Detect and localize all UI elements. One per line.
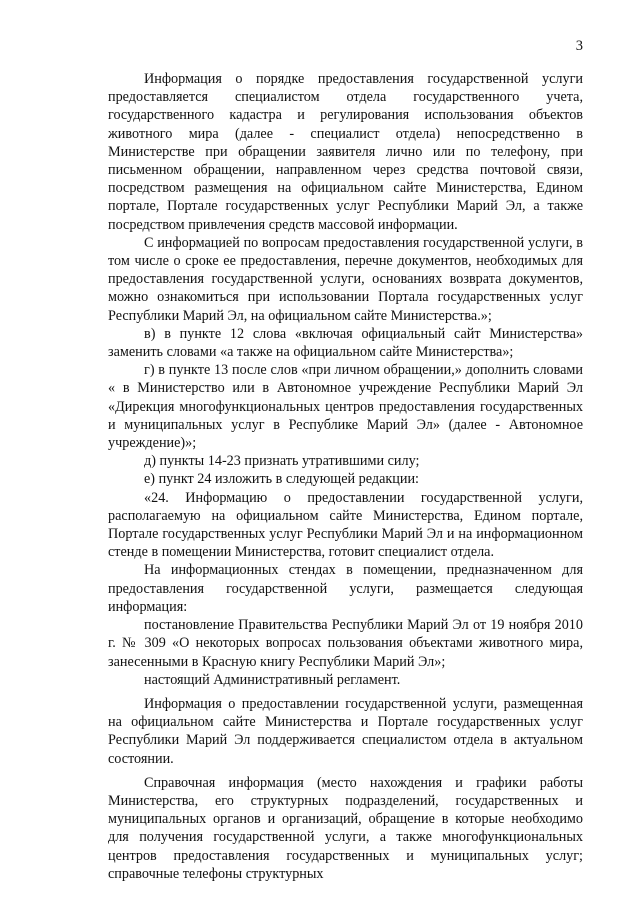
paragraph-resolution: постановление Правительства Республики Марий Эл от 19 ноября 2010 г. № 309 «О некоторых вопросах пользования объектами животного мира, занесенными в Красную книгу Республики Марий Эл»; <box>108 617 583 670</box>
paragraph-info-questions: С информацией по вопросам предоставления государственной услуги, в том числе о сроке ее предоставления, перечне документов, необходимых для предоставления государственной услуги, основаниях возврата документов, можно ознакомиться при использовании Портала государственных услуг Республики Марий Эл, на официальном сайте Министерства.»; <box>108 234 583 324</box>
paragraph-regulation: настоящий Административный регламент. <box>144 671 401 688</box>
paragraph-item-v: в) в пункте 12 слова «включая официальный сайт Министерства» заменить словами «а также на официальном сайте Министерства»; <box>108 325 583 361</box>
paragraph-info-procedure: Информация о порядке предоставления государственной услуги предоставляется специалистом отдела государственного учета, государственного кадастра и регулирования использования объектов животного мира (далее - специалист отдела) непосредственно в Министерстве при обращении заявителя лично или по телефону, при письменном обращении, направленном через средства почтовой связи, посредством размещения на официальном сайте Министерства, Едином портале, Портале государственных услуг Республики Марий Эл, а также посредством привлечения средств массовой информации. <box>108 71 583 233</box>
paragraph-item-d: д) пункты 14-23 признать утратившими силу; <box>144 453 420 470</box>
paragraph-info-website: Информация о предоставлении государственной услуги, размещенная на официальном сайте Министерства и Портале государственных услуг Республики Марий Эл поддерживается специалистом отдела в актуальном состоянии. <box>108 695 583 767</box>
paragraph-reference-info: Справочная информация (место нахождения и графики работы Министерства, его структурных подразделений, государственных и муниципальных органов и организаций, обращение в которые необходимо для получения государственной услуги, а также многофункциональных центров предоставления государственных и муниципальных услуг; справочные телефоны структурных <box>108 774 583 882</box>
document-body <box>108 70 583 883</box>
paragraph-item-g: г) в пункте 13 после слов «при личном обращении,» дополнить словами « в Министерство или в Автономное учреждение Республики Марий Эл «Дирекция многофункциональных центров предоставления государственных и муниципальных услуг в Республике Марий Эл» (далее - Автономное учреждение)»; <box>108 362 583 452</box>
paragraph-info-stands: На информационных стендах в помещении, предназначенном для предоставления государственной услуги, размещается следующая информация: <box>108 562 583 615</box>
paragraph-point-24: «24. Информацию о предоставлении государственной услуги, располагаемую на официальном сайте Министерства, Едином портале, Портале государственных услуг Республики Марий Эл и на информационном стенде в помещении Министерства, готовит специалист отдела. <box>108 489 583 561</box>
paragraph-item-e: е) пункт 24 изложить в следующей редакции: <box>144 471 419 488</box>
page-number: 3 <box>575 38 583 54</box>
